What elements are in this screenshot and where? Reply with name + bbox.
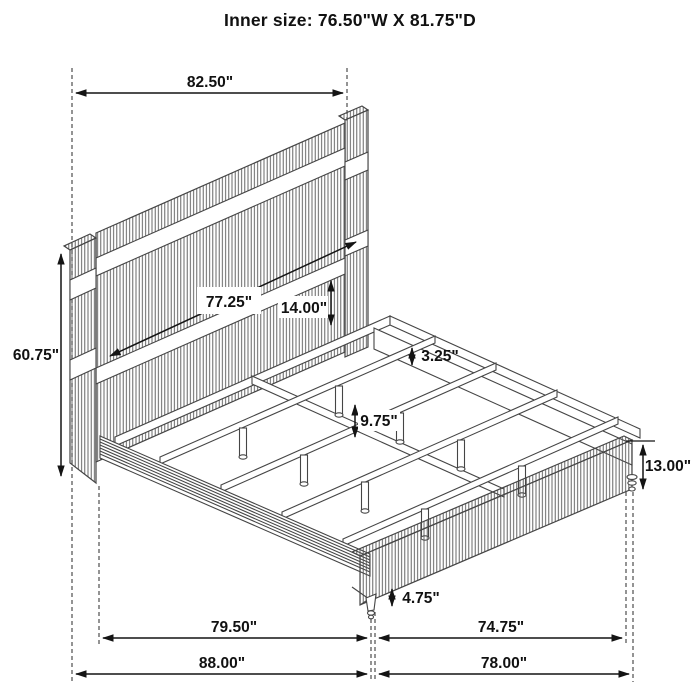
dim-label-panel-width: 77.25" bbox=[205, 294, 253, 311]
page-title: Inner size: 76.50"W X 81.75"D bbox=[224, 10, 476, 30]
footboard-right-leg bbox=[627, 475, 637, 491]
dim-label-overall-length: 88.00" bbox=[198, 655, 246, 672]
dim-label-footboard-height: 13.00" bbox=[644, 458, 692, 475]
dim-label-headboard-height: 60.75" bbox=[12, 347, 60, 364]
dim-label-rail-thickness: 3.25" bbox=[421, 348, 459, 365]
left-side-rail bbox=[100, 436, 370, 576]
dim-label-footboard-leg-height: 4.75" bbox=[402, 590, 440, 607]
right-frame-edge bbox=[390, 316, 640, 438]
dim-label-inner-length: 79.50" bbox=[210, 619, 258, 636]
dim-label-leg-height: 9.75" bbox=[360, 413, 398, 430]
dim-label-footboard-inner-width: 74.75" bbox=[477, 619, 525, 636]
dim-label-headboard-width: 82.50" bbox=[186, 74, 234, 91]
dim-label-clearance: 14.00" bbox=[280, 300, 328, 317]
dim-label-footboard-width: 78.00" bbox=[480, 655, 528, 672]
